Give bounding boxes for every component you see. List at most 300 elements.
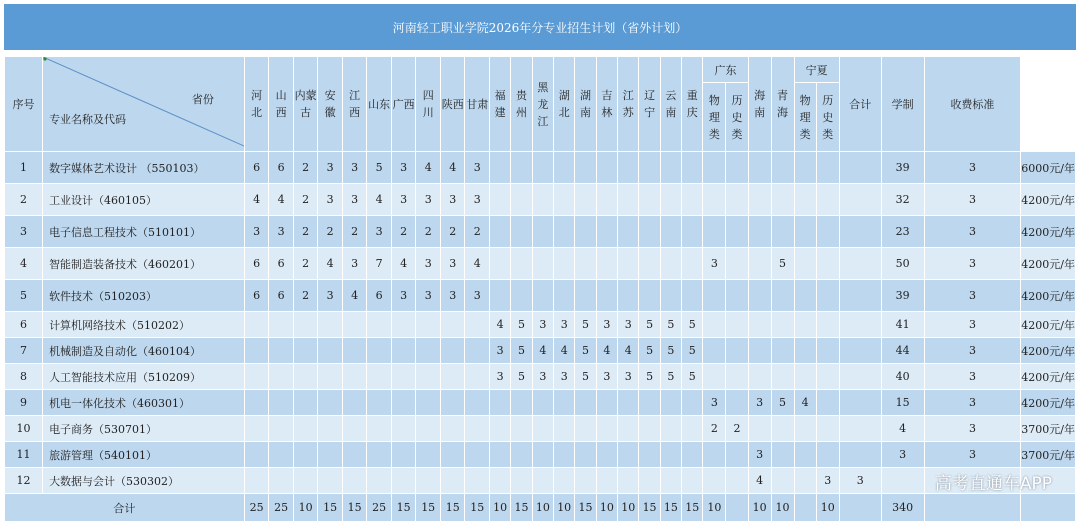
row-cell [839, 442, 881, 468]
row-cell: 3 [816, 468, 839, 494]
row-cell [511, 280, 532, 312]
row-cell: 4 [367, 184, 392, 216]
header-total: 合计 [839, 57, 881, 152]
footer-cell: 15 [639, 494, 660, 522]
row-cell [703, 312, 726, 338]
row-cell [293, 390, 318, 416]
header-province: 四 川 [416, 57, 441, 152]
row-cell [532, 390, 553, 416]
table-row [5, 248, 1076, 280]
row-cell: 7 [367, 248, 392, 280]
row-cell: 2 [726, 416, 748, 442]
header-province: 河 北 [244, 57, 269, 152]
row-cell [511, 152, 532, 184]
row-total: 4 [881, 416, 924, 442]
row-cell [839, 152, 881, 184]
header-province: 重 庆 [682, 57, 703, 152]
row-cell [682, 416, 703, 442]
row-cell [726, 216, 748, 248]
row-total: 40 [881, 364, 924, 390]
row-cell [293, 442, 318, 468]
row-cell: 3 [269, 216, 294, 248]
row-fee: 6000元/年 [1021, 152, 1076, 184]
row-cell [794, 416, 816, 442]
row-cell [839, 280, 881, 312]
row-cell [839, 184, 881, 216]
row-cell: 6 [244, 152, 269, 184]
header-ningxia: 宁夏 [794, 57, 839, 83]
diagonal-line [43, 57, 244, 152]
row-cell [726, 152, 748, 184]
row-cell [839, 364, 881, 390]
row-cell [726, 280, 748, 312]
row-cell [532, 468, 553, 494]
row-cell [771, 338, 794, 364]
row-cell: 3 [554, 312, 575, 338]
row-cell: 3 [703, 248, 726, 280]
row-cell [726, 184, 748, 216]
row-major: 旅游管理（540101） [43, 442, 245, 468]
row-cell [794, 364, 816, 390]
row-cell [639, 248, 660, 280]
row-cell: 3 [318, 184, 343, 216]
row-cell: 3 [703, 390, 726, 416]
row-cell [748, 280, 771, 312]
table-row [5, 152, 1076, 184]
row-cell: 6 [269, 152, 294, 184]
header-guangdong-history: 历 史 类 [726, 83, 748, 152]
row-cell: 3 [839, 468, 881, 494]
row-cell [596, 390, 617, 416]
footer-cell: 10 [618, 494, 639, 522]
row-xuezhi: 3 [924, 390, 1021, 416]
row-cell [465, 338, 490, 364]
row-cell [771, 364, 794, 390]
row-cell: 4 [596, 338, 617, 364]
header-province: 辽 宁 [639, 57, 660, 152]
row-cell: 4 [748, 468, 771, 494]
row-cell [839, 338, 881, 364]
row-fee: 4200元/年 [1021, 390, 1076, 416]
row-cell [554, 248, 575, 280]
row-cell [639, 152, 660, 184]
header-fee: 收费标准 [924, 57, 1021, 152]
row-cell [839, 216, 881, 248]
row-cell [703, 216, 726, 248]
row-cell [554, 184, 575, 216]
row-cell: 5 [639, 364, 660, 390]
footer-total: 340 [881, 494, 924, 522]
watermark: 高考直通车APP [934, 474, 1052, 494]
row-cell [342, 416, 367, 442]
row-seq: 12 [5, 468, 43, 494]
row-cell: 5 [682, 364, 703, 390]
row-cell [575, 468, 596, 494]
table-body [5, 152, 1076, 494]
row-cell [367, 364, 392, 390]
row-cell [682, 442, 703, 468]
row-cell: 3 [391, 280, 416, 312]
row-cell: 3 [465, 152, 490, 184]
row-cell [440, 442, 465, 468]
row-cell [748, 184, 771, 216]
row-xuezhi: 3 [924, 184, 1021, 216]
table-row [5, 338, 1076, 364]
row-cell [511, 390, 532, 416]
row-major: 机电一体化技术（460301） [43, 390, 245, 416]
row-cell [489, 468, 510, 494]
row-cell [596, 216, 617, 248]
row-cell [244, 312, 269, 338]
row-cell [318, 338, 343, 364]
row-cell: 5 [367, 152, 392, 184]
row-cell [794, 280, 816, 312]
row-cell [511, 416, 532, 442]
row-cell [575, 416, 596, 442]
row-cell [839, 416, 881, 442]
row-total: 41 [881, 312, 924, 338]
row-cell [703, 280, 726, 312]
row-cell: 5 [639, 338, 660, 364]
row-cell [816, 442, 839, 468]
row-cell: 4 [269, 184, 294, 216]
row-seq: 9 [5, 390, 43, 416]
row-cell [269, 338, 294, 364]
row-cell [618, 468, 639, 494]
row-cell [367, 468, 392, 494]
row-cell: 5 [660, 364, 681, 390]
row-cell: 5 [511, 364, 532, 390]
row-fee: 4200元/年 [1021, 312, 1076, 338]
row-cell [416, 468, 441, 494]
row-cell [771, 216, 794, 248]
row-cell: 3 [465, 280, 490, 312]
row-cell [771, 280, 794, 312]
row-total [881, 468, 924, 494]
row-cell [682, 390, 703, 416]
row-cell: 3 [489, 338, 510, 364]
row-fee: 4200元/年 [1021, 248, 1076, 280]
row-cell [596, 280, 617, 312]
row-fee: 3700元/年 [1021, 442, 1076, 468]
row-cell [391, 390, 416, 416]
row-cell [465, 468, 490, 494]
row-cell [794, 338, 816, 364]
row-cell [269, 390, 294, 416]
header-province: 江 西 [342, 57, 367, 152]
enrollment-plan-table [4, 56, 1076, 522]
row-cell [554, 390, 575, 416]
row-cell: 3 [532, 364, 553, 390]
row-cell [318, 468, 343, 494]
row-xuezhi: 3 [924, 152, 1021, 184]
row-fee: 3700元/年 [1021, 416, 1076, 442]
row-cell [726, 248, 748, 280]
row-cell [703, 152, 726, 184]
row-cell: 5 [771, 390, 794, 416]
row-cell [596, 184, 617, 216]
row-cell: 3 [618, 312, 639, 338]
row-seq: 11 [5, 442, 43, 468]
row-cell: 5 [575, 312, 596, 338]
header-province: 甘肃 [465, 57, 490, 152]
row-cell [465, 442, 490, 468]
row-total: 23 [881, 216, 924, 248]
footer-cell [794, 494, 816, 522]
row-cell [639, 442, 660, 468]
table-row [5, 468, 1076, 494]
footer-label: 合计 [5, 494, 245, 522]
row-cell [794, 468, 816, 494]
header-row-1 [5, 57, 1076, 83]
footer-cell: 10 [596, 494, 617, 522]
header-province: 福 建 [489, 57, 510, 152]
row-xuezhi: 3 [924, 442, 1021, 468]
footer-empty [1021, 494, 1076, 522]
row-cell [489, 280, 510, 312]
row-cell [554, 416, 575, 442]
row-cell [660, 468, 681, 494]
row-fee: 4200元/年 [1021, 184, 1076, 216]
row-cell [416, 390, 441, 416]
row-cell [816, 312, 839, 338]
row-cell: 4 [465, 248, 490, 280]
header-province: 吉 林 [596, 57, 617, 152]
row-total: 15 [881, 390, 924, 416]
row-cell [771, 416, 794, 442]
row-major: 大数据与会计（530302） [43, 468, 245, 494]
row-xuezhi: 3 [924, 416, 1021, 442]
row-major: 智能制造装备技术（460201） [43, 248, 245, 280]
row-cell: 4 [342, 280, 367, 312]
row-cell [293, 416, 318, 442]
row-cell: 2 [318, 216, 343, 248]
row-cell [660, 390, 681, 416]
row-total: 3 [881, 442, 924, 468]
row-cell [416, 442, 441, 468]
row-cell [367, 338, 392, 364]
row-xuezhi: 3 [924, 312, 1021, 338]
footer-row [5, 494, 1076, 522]
row-cell [794, 184, 816, 216]
row-cell [511, 442, 532, 468]
row-cell [682, 468, 703, 494]
row-cell: 5 [575, 364, 596, 390]
row-cell [660, 280, 681, 312]
row-cell: 3 [342, 152, 367, 184]
row-cell [618, 416, 639, 442]
row-fee: 4200元/年 [1021, 216, 1076, 248]
header-xuezhi: 学制 [881, 57, 924, 152]
row-cell: 2 [293, 184, 318, 216]
row-cell [771, 312, 794, 338]
row-cell [532, 442, 553, 468]
row-cell: 4 [318, 248, 343, 280]
row-seq: 2 [5, 184, 43, 216]
footer-cell: 25 [244, 494, 269, 522]
row-xuezhi: 3 [924, 216, 1021, 248]
footer-cell: 10 [816, 494, 839, 522]
row-total: 44 [881, 338, 924, 364]
row-major: 电子商务（530701） [43, 416, 245, 442]
footer-cell: 10 [293, 494, 318, 522]
table-footer [5, 494, 1076, 522]
header-seq: 序号 [5, 57, 43, 152]
row-cell [660, 416, 681, 442]
row-cell [489, 216, 510, 248]
row-cell [596, 152, 617, 184]
row-cell [489, 184, 510, 216]
row-cell [703, 468, 726, 494]
row-cell [269, 364, 294, 390]
row-cell: 3 [440, 184, 465, 216]
row-cell: 6 [269, 280, 294, 312]
row-cell: 4 [618, 338, 639, 364]
row-major: 机械制造及自动化（460104） [43, 338, 245, 364]
header-province: 江 苏 [618, 57, 639, 152]
row-total: 50 [881, 248, 924, 280]
table-row [5, 442, 1076, 468]
row-cell: 5 [660, 312, 681, 338]
row-cell [465, 416, 490, 442]
row-cell: 5 [511, 312, 532, 338]
row-cell [726, 442, 748, 468]
row-cell [391, 468, 416, 494]
row-cell [532, 248, 553, 280]
row-cell [682, 280, 703, 312]
row-cell: 5 [639, 312, 660, 338]
row-cell [639, 468, 660, 494]
row-cell [596, 248, 617, 280]
row-cell [618, 390, 639, 416]
row-cell [489, 442, 510, 468]
row-cell [511, 468, 532, 494]
row-cell: 2 [342, 216, 367, 248]
header-province: 内蒙 古 [293, 57, 318, 152]
row-cell [342, 338, 367, 364]
row-cell: 6 [367, 280, 392, 312]
row-cell: 3 [342, 248, 367, 280]
row-cell: 3 [465, 184, 490, 216]
row-cell [465, 364, 490, 390]
row-cell [318, 390, 343, 416]
table-row [5, 184, 1076, 216]
header-major-label: 专业名称及代码 [49, 113, 127, 126]
row-cell [748, 216, 771, 248]
row-cell: 6 [244, 248, 269, 280]
footer-empty [924, 494, 1021, 522]
row-cell [771, 152, 794, 184]
row-cell [618, 216, 639, 248]
row-fee: 4200元/年 [1021, 364, 1076, 390]
row-cell [342, 390, 367, 416]
row-major: 计算机网络技术（510202） [43, 312, 245, 338]
footer-cell: 15 [511, 494, 532, 522]
row-cell [489, 390, 510, 416]
row-cell [839, 248, 881, 280]
row-seq: 6 [5, 312, 43, 338]
row-cell [794, 248, 816, 280]
row-cell [726, 390, 748, 416]
row-cell: 3 [748, 442, 771, 468]
row-major: 人工智能技术应用（510209） [43, 364, 245, 390]
row-cell [816, 416, 839, 442]
row-cell: 5 [682, 338, 703, 364]
row-cell [794, 216, 816, 248]
row-cell [465, 312, 490, 338]
row-cell [440, 312, 465, 338]
row-cell [293, 338, 318, 364]
row-major: 电子信息工程技术（510101） [43, 216, 245, 248]
row-cell [726, 468, 748, 494]
row-cell [293, 468, 318, 494]
row-cell [244, 442, 269, 468]
header-ningxia-history: 历 史 类 [816, 83, 839, 152]
row-cell [575, 442, 596, 468]
row-cell [816, 280, 839, 312]
row-seq: 4 [5, 248, 43, 280]
row-cell [511, 216, 532, 248]
row-cell [465, 390, 490, 416]
header-province: 黑 龙 江 [532, 57, 553, 152]
row-cell [596, 442, 617, 468]
row-cell [269, 468, 294, 494]
row-cell: 3 [532, 312, 553, 338]
header-ningxia-physics: 物 理 类 [794, 83, 816, 152]
row-cell [244, 416, 269, 442]
row-cell [367, 390, 392, 416]
row-cell [816, 390, 839, 416]
row-cell: 2 [703, 416, 726, 442]
row-cell [618, 184, 639, 216]
header-province: 湖 北 [554, 57, 575, 152]
row-major: 数字媒体艺术设计 （550103） [43, 152, 245, 184]
header-province: 云 南 [660, 57, 681, 152]
row-cell [416, 312, 441, 338]
row-cell [391, 312, 416, 338]
row-cell [391, 338, 416, 364]
row-cell: 6 [269, 248, 294, 280]
row-cell: 2 [293, 280, 318, 312]
row-cell [293, 364, 318, 390]
row-cell [703, 184, 726, 216]
row-cell [244, 468, 269, 494]
row-cell: 3 [391, 184, 416, 216]
row-cell [816, 216, 839, 248]
row-cell [318, 442, 343, 468]
row-cell: 3 [440, 248, 465, 280]
row-cell [816, 338, 839, 364]
row-cell: 4 [794, 390, 816, 416]
table-row [5, 390, 1076, 416]
row-cell [794, 442, 816, 468]
footer-cell: 10 [703, 494, 726, 522]
row-cell [703, 364, 726, 390]
row-cell [639, 184, 660, 216]
footer-cell: 15 [416, 494, 441, 522]
row-cell [660, 184, 681, 216]
row-cell: 4 [416, 152, 441, 184]
table-row [5, 216, 1076, 248]
header-province: 安 徽 [318, 57, 343, 152]
row-cell [440, 338, 465, 364]
row-cell [748, 312, 771, 338]
row-cell: 5 [771, 248, 794, 280]
row-cell [575, 280, 596, 312]
row-cell [532, 216, 553, 248]
row-cell [771, 184, 794, 216]
row-cell [318, 364, 343, 390]
